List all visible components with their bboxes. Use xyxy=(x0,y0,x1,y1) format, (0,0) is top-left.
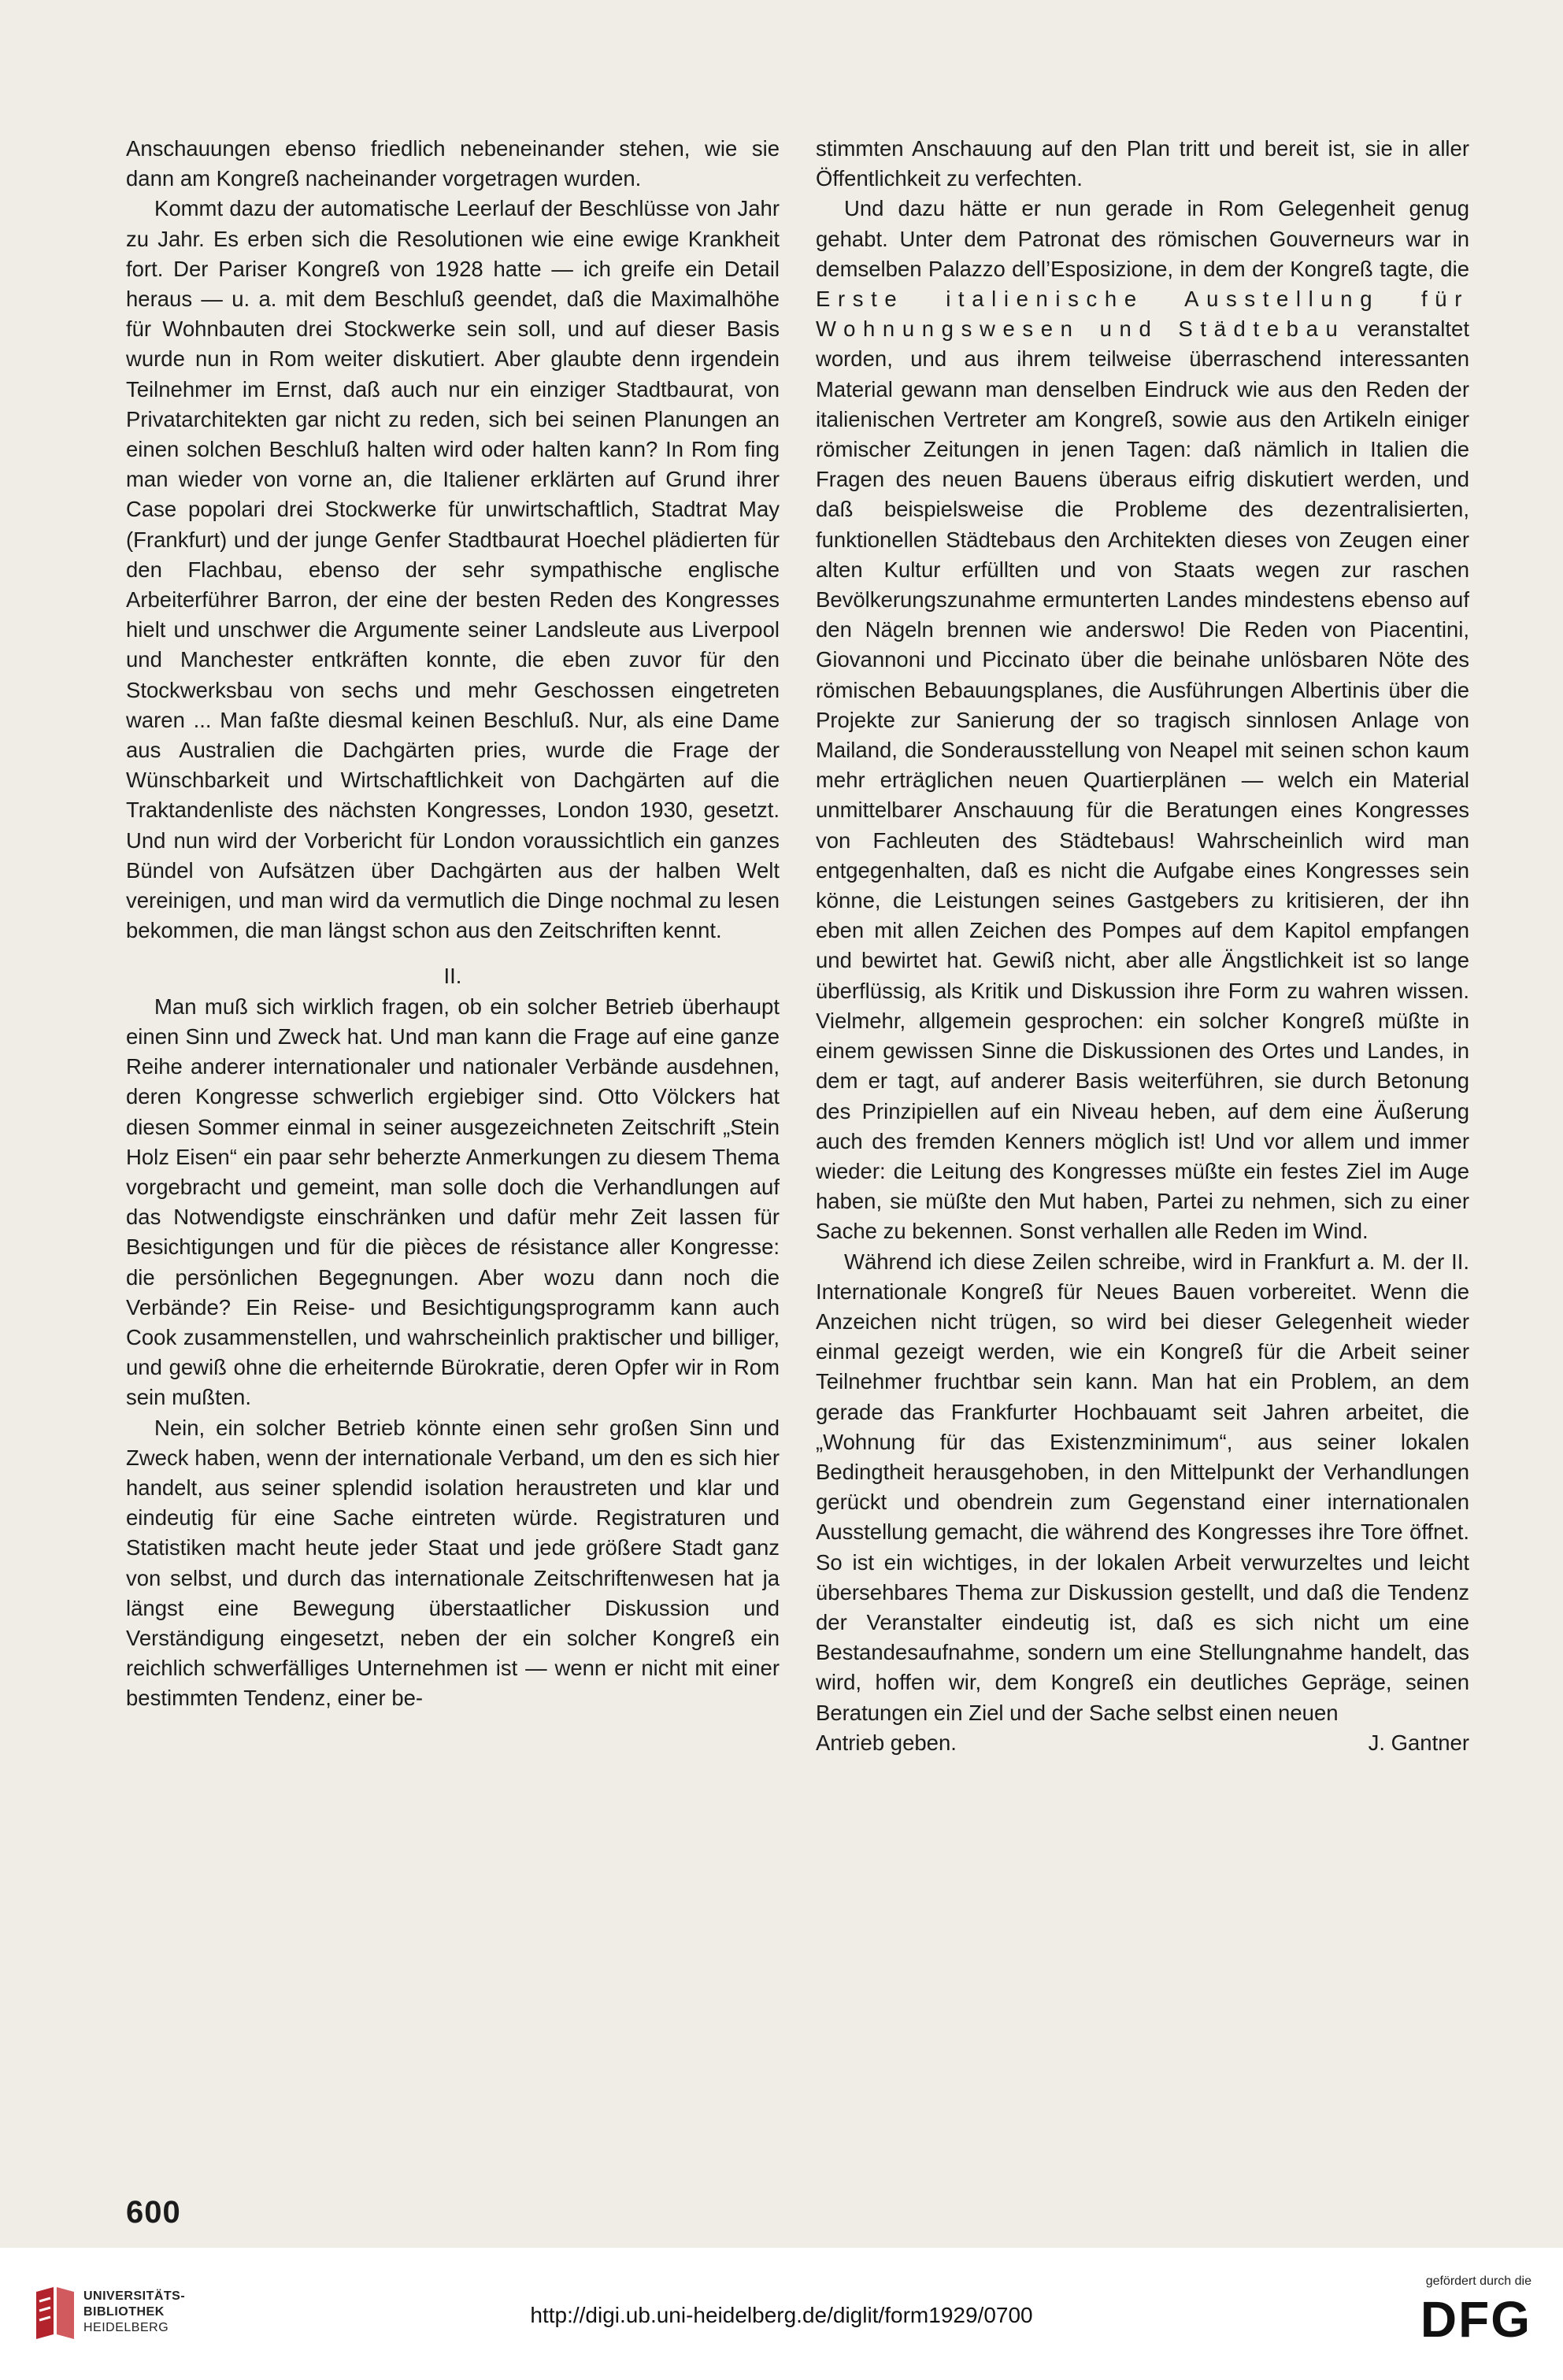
exhibition-title: Erste italienische Ausstellung für Wohnungswesen und Städtebau xyxy=(816,287,1469,342)
library-name-line: BIBLIOTHEK xyxy=(83,2305,165,2319)
funding-caption: gefördert durch die xyxy=(1425,2275,1532,2288)
paragraph: stimmten Anschauung auf den Plan tritt und bereit ist, sie in aller Öffentlichkeit zu verfechten. xyxy=(816,136,1469,191)
paragraph: Kommt dazu der automatische Leerlauf der Beschlüsse von Jahr zu Jahr. Es erben sich die Resolutionen wie eine ewige Krankheit fort. Der Pariser Kongreß von 1928 hatte — ich greife ein Detail heraus — u. a. mit dem Beschluß geendet, daß die Maximalhöhe für Wohnbauten drei Stockwerke sein soll, und auf dieser Basis wurde nun in Rom weiter diskutiert. Aber glaubte denn irgendein Teilnehmer im Ernst, daß auch nur ein einziger Stadtbaurat, von Privatarchitekten gar nicht zu reden, sich bei seinen Planungen an einen solchen Beschluß halten wird oder halten kann? In Rom fing man wieder von vorne an, die Italiener erklärten auf Grund ihrer Case popolari drei Stockwerke für unwirtschaftlich, Stadtrat May (Frankfurt) und der junge Genfer Stadtbaurat Hoechel plädierten für den Flachbau, ebenso der sehr sympathische englische Arbeiterführer Barron, der eine der besten Reden des Kongresses hielt und unschwer die Argumente seiner Landsleute aus Liverpool und Manchester entkräften konnte, die eben zuvor für den Stockwerksbau von sechs und mehr Geschossen eingetreten waren ... Man faßte diesmal keinen Beschluß. Nur, als eine Dame aus Australien die Dachgärten pries, wurde die Frage der Wünschbarkeit und Wirtschaftlichkeit von Dachgärten auf die Traktandenliste des nächsten Kongresses, London 1930, gesetzt. Und nun wird der Vorbericht für London voraussichtlich ein ganzes Bündel von Aufsätzen über Dachgärten aus der halben Welt vereinigen, und man wird da vermutlich die Dinge nochmal zu lesen bekommen, die man längst schon aus den Zeitschriften kennt. xyxy=(126,196,780,943)
funding-logo xyxy=(1374,2275,1532,2361)
paragraph: Während ich diese Zeilen schreibe, wird in Frankfurt a. M. der II. Internationale Kongreß für Neues Bauen vorbereitet. Wenn die Anzeichen nicht trügen, so wird bei dieser Gelegenheit wieder einmal gezeigt werden, wie ein Kongreß für die Arbeit seiner Teilnehmer fruchtbar sein kann. Man hat ein Problem, an dem gerade das Frankfurter Hochbauamt seit Jahren arbeitet, die „Wohnung für das Existenzminimum“, aus seiner lokalen Bedingtheit herausgehoben, in den Mittelpunkt der Verhandlungen gerückt und obendrein zum Gegenstand einer internationalen Ausstellung gemacht, die während des Kongresses ihre Tore öffnet. So ist ein wichtiges, in der lokalen Arbeit verwurzeltes und leicht übersehbares Thema zur Diskussion gestellt, und daß die Tendenz der Veranstalter eindeutig ist, daß es sich nicht um eine Bestandesaufnahme, sondern um eine Stellungnahme handelt, das wird, hoffen wir, dem Kongreß ein deutliches Gepräge, seinen Beratungen ein Ziel und der Sache selbst einen neuen xyxy=(816,1249,1469,1725)
paragraph: Nein, ein solcher Betrieb könnte einen sehr großen Sinn und Zweck haben, wenn der internationale Verband, um den es sich hier handelt, aus seiner splendid isolation heraustreten und klar und eindeutig für eine Sache eintreten würde. Registraturen und Statistiken macht heute jeder Staat und jede größere Stadt ganz von selbst, und durch das internationale Zeitschriftenwesen hat ja längst eine Bewegung überstaatlicher Diskussion und Verständigung eingesetzt, neben der ein solcher Kongreß ein reichlich schwerfälliges Unternehmen ist — wenn er nicht mit einer bestimmten Tendenz, einer be- xyxy=(126,1415,780,1711)
paragraph: Anschauungen ebenso friedlich nebeneinander stehen, wie sie dann am Kongreß nacheinander vorgetragen wurden. xyxy=(126,136,780,191)
paragraph: Man muß sich wirklich fragen, ob ein solcher Betrieb überhaupt einen Sinn und Zweck hat. Und man kann die Frage auf eine ganze Reihe anderer internationaler und nationaler Verbände ausdehnen, deren Kongresse schwerlich ergiebiger sind. Otto Völckers hat diesen Sommer einmal in seiner ausgezeichneten Zeitschrift „Stein Holz Eisen“ ein paar sehr beherzte Anmerkungen zu diesem Thema vorgebracht und gemeint, man solle doch die Verhandlungen auf das Notwendigste einschränken und dafür mehr Zeit lassen für Besichtigungen und für die pièces de résistance aller Kongresse: die persönlichen Begegnungen. Aber wozu dann noch die Verbände? Ein Reise- und Besichtigungsprogramm kann auch Cook zusammenstellen, und wahrscheinlich praktischer und billiger, und gewiß ohne die erheiternde Bürokratie, deren Opfer wir in Rom sein mußten. xyxy=(126,994,780,1410)
permalink[interactable]: http://digi.ub.uni-heidelberg.de/diglit/form1929/0700 xyxy=(530,2303,1033,2327)
closing-text: Antrieb geben. xyxy=(816,1730,957,1755)
author-signature: J. Gantner xyxy=(1368,1730,1469,1755)
library-name-line: UNIVERSITÄTS- xyxy=(83,2289,186,2303)
text-run: Und dazu hätte er nun gerade in Rom Gelegenheit genug gehabt. Unter dem Patronat des römischen Gouverneurs war in demselben Palazzo dell’Esposizione, in dem der Kongreß tagte, die xyxy=(816,196,1469,281)
closing-line xyxy=(816,1728,1469,1758)
library-name-line: HEIDELBERG xyxy=(83,2321,169,2334)
digitization-footer xyxy=(0,2248,1563,2380)
page-number: 600 xyxy=(126,2195,181,2230)
right-column xyxy=(816,134,1469,1758)
dfg-logo-icon: DFG xyxy=(1420,2291,1532,2348)
text-run: veranstaltet worden, und aus ihrem teilweise überraschend interessanten Material gewann man denselben Eindruck wie aus den Reden der italienischen Vertreter am Kongreß, sowie aus den Artikeln einiger römischer Zeitungen in jenen Tagen: daß nämlich in Italien die Fragen des neuen Bauens überaus eifrig diskutiert werden, und daß beispielsweise die Probleme des dezentralisierten, funktionellen Städtebaus den Architekten dieses von Zeugen einer alten Kultur erfüllten und von Staats wegen zur raschen Bevölkerungszunahme ermunterten Landes mindestens ebenso auf den Nägeln brennen wie anderswo! Die Reden von Piacentini, Giovannoni und Piccinato über die beinahe unlösbaren Nöte des römischen Bebauungsplanes, die Ausführungen Albertinis über die Projekte zur Sanierung der so tragisch sinnlosen Anlage von Mailand, die Sonderausstellung von Neapel mit seinen schon kaum mehr erträglichen neuen Quartierplänen — welch ein Material unmittelbarer Anschauung für die Beratungen eines Kongresses von Fachleuten des Städtebaus! Wahrscheinlich wird man entgegenhalten, daß es nicht die Aufgabe eines Kongresses sein könne, die Leistungen seines Gastgebers zu kritisieren, der ihn eben mit allen Zeichen des Pompes auf dem Kapitol empfangen und bewirtet hat. Gewiß nicht, aber alle Ängstlichkeit ist so lange überflüssig, als Kritik und Diskussion ihre Form zu wahren wissen. Vielmehr, allgemein gesprochen: ein solcher Kongreß müßte in einem gewissen Sinne die Diskussionen des Ortes und Landes, in dem er tagt, auf anderer Basis weiterführen, sie durch Betonung des Prinzipiellen auf ein Niveau heben, auf dem eine Äußerung auch des fremden Kenners möglich ist! Und vor allem und immer wieder: die Leitung des Kongresses müßte ein festes Ziel im Auge haben, sie müßte den Mut haben, Partei zu nehmen, sich zu einer Sache zu bekennen. Sonst verhallen alle Reden im Wind. xyxy=(816,316,1469,1244)
left-column xyxy=(126,134,780,1714)
paragraph xyxy=(816,194,1469,1246)
section-heading: II. xyxy=(443,964,462,989)
